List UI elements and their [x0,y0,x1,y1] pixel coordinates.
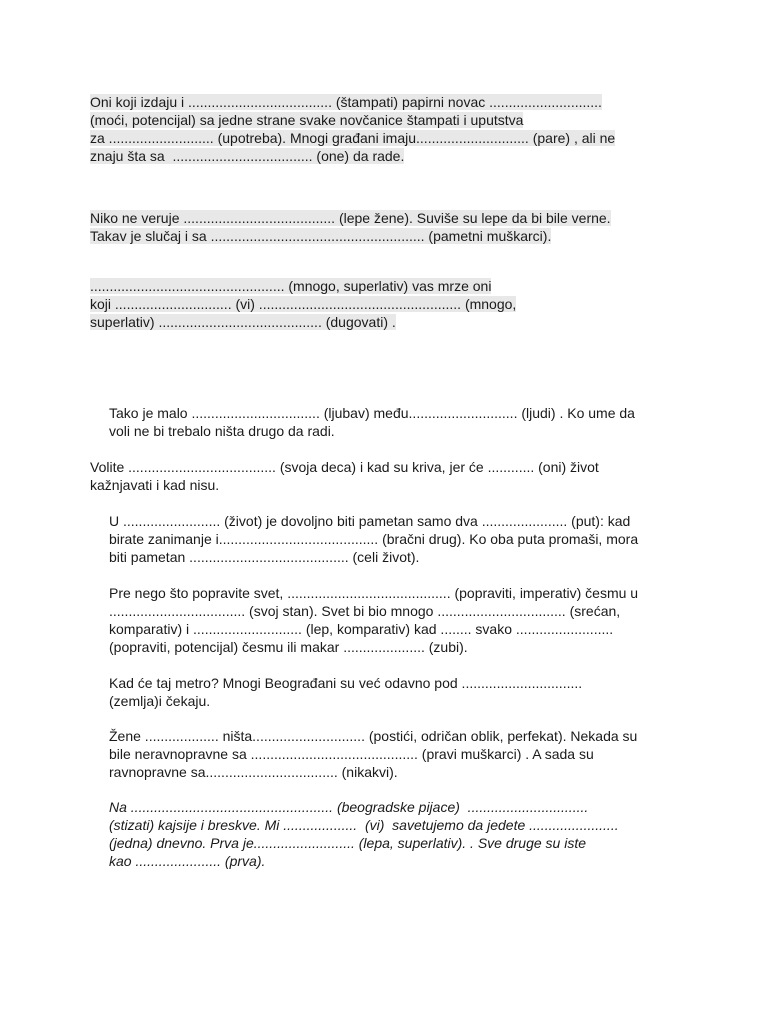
paragraph-line: superlativ) .......................................... (dugovati) . [90,314,396,330]
paragraph-line: Žene ................... ništa............................. (postići, odričan oblik, perfekat). Nekada su [109,728,638,744]
exercise-paragraph-8 [109,674,709,710]
exercise-paragraph-7 [109,584,709,656]
exercise-paragraph-2 [90,209,690,245]
exercise-paragraph-4 [109,404,709,440]
paragraph-line: (popraviti, potencijal) česmu ili makar ..................... (zubi). [109,639,468,655]
exercise-paragraph-3 [90,277,690,331]
exercise-paragraph-10 [109,798,709,870]
exercise-paragraph-1 [90,93,690,165]
paragraph-line: Tako je malo ................................. (ljubav) među............................ (ljudi) . Ko ume da [109,405,635,421]
paragraph-line: za ........................... (upotreba). Mnogi građani imaju............................. (pare) , ali ne [90,130,616,146]
paragraph-line: ravnopravne sa.................................. (nikakvi). [109,764,398,780]
paragraph-line: znaju šta sa .................................... (one) da rade. [90,148,405,164]
paragraph-line: (moći, potencijal) sa jedne strane svake novčanice štampati i uputstva [90,112,524,128]
paragraph-line: kao ...................... (prva). [109,853,266,869]
paragraph-line: kažnjavati i kad nisu. [90,477,220,493]
paragraph-line: Kad će taj metro? Mnogi Beograđani su već odavno pod ............................... [109,675,583,691]
paragraph-line: komparativ) i ............................ (lep, komparativ) kad ........ svako ......................... [109,621,614,637]
paragraph-line: (stizati) kajsije i breskve. Mi ................... (vi) savetujemo da jedete ....................... [109,817,619,833]
paragraph-line: .................................................. (mnogo, superlativ) vas mrze oni [90,278,492,294]
paragraph-line: koji .............................. (vi) .................................................... (mnogo, [90,296,517,312]
paragraph-line: Takav je slučaj i sa ....................................................... (pametni muškarci). [90,228,552,244]
exercise-paragraph-9 [109,727,709,781]
paragraph-line: U ......................... (život) je dovoljno biti pametan samo dva ...................... (put): kad [109,513,631,529]
paragraph-line: birate zanimanje i......................................... (bračni drug). Ko oba puta promaši, mora [109,531,639,547]
exercise-paragraph-6 [109,512,709,566]
paragraph-line: (jedna) dnevno. Prva je.......................... (lepa, superlativ). . Sve druge su iste [109,835,586,851]
paragraph-line: Volite ...................................... (svoja deca) i kad su kriva, jer će ............ (oni) život [90,459,599,475]
paragraph-line: ................................... (svoj stan). Svet bi bio mnogo ................................. (srećan, [109,603,621,619]
exercise-paragraph-5 [90,458,690,494]
paragraph-line: Niko ne veruje ....................................... (lepe žene). Suviše su lepe da bi bile verne. [90,210,611,226]
paragraph-line: voli ne bi trebalo ništa drugo da radi. [109,423,335,439]
paragraph-line: Na .................................................... (beogradske pijace) ............................... [109,799,589,815]
paragraph-line: biti pametan ......................................... (celi život). [109,549,420,565]
paragraph-line: (zemlja)i čekaju. [109,693,211,709]
paragraph-line: Oni koji izdaju i ..................................... (štampati) papirni novac ............................. [90,94,602,110]
paragraph-line: bile neravnopravne sa ........................................... (pravi muškarci) . A sada su [109,746,594,762]
paragraph-line: Pre nego što popravite svet, .......................................... (popraviti, imperativ) česmu u [109,585,639,601]
